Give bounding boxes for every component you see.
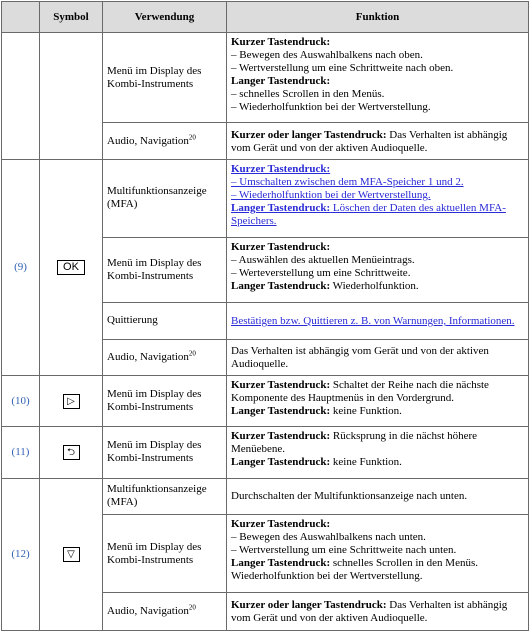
funktion-link[interactable]: – Wiederholfunktion bei der Wertverstellung. [231, 188, 431, 201]
verwendung-cell: Multifunktionsanzeige (MFA) [103, 478, 227, 515]
function-table [1, 1, 529, 631]
header-verwendung: Verwendung [103, 2, 227, 33]
funktion-line [231, 280, 524, 293]
table-row [2, 426, 529, 478]
verwendung-cell: Quittierung [103, 303, 227, 340]
funktion-line: – Bewegen des Auswahlbalkens nach unten. [231, 531, 426, 544]
funktion-cell [227, 303, 529, 340]
funktion-cell [227, 376, 529, 427]
footnote-ref: 20 [188, 132, 196, 141]
row-number-empty [2, 33, 40, 160]
funktion-line: – Auswählen des aktuellen Menüeintrags. [231, 254, 415, 267]
table-row [2, 376, 529, 427]
funktion-bold: Langer Tastendruck: [231, 557, 331, 570]
funktion-text: Das Verhalten ist abhängig vom Gerät und von der aktiven Audioquelle. [231, 128, 508, 154]
row-number: (9) [2, 159, 40, 375]
funktion-cell [227, 593, 529, 631]
funktion-cell [227, 238, 529, 303]
funktion-link[interactable]: – Umschalten zwischen dem MFA-Speicher 1 und 2. [231, 175, 464, 188]
verwendung-cell [103, 339, 227, 376]
funktion-text: Schaltet der Reihe nach die nächste Komponente des Hauptmenüs in den Vordergrund. [231, 379, 489, 405]
footnote-ref: 20 [188, 349, 196, 358]
funktion-line [231, 379, 524, 405]
funktion-link[interactable]: Bestätigen bzw. Quittieren z. B. von Warnungen, Informationen. [231, 314, 515, 327]
funktion-bold: Kurzer Tastendruck: [231, 429, 331, 442]
verwendung-cell: Menü im Display des Kombi-Instruments [103, 238, 227, 303]
ok-icon: OK [57, 260, 85, 275]
funktion-line [231, 430, 524, 456]
funktion-cell [227, 159, 529, 237]
funktion-bold: Langer Tastendruck: [231, 280, 331, 293]
funktion-cell [227, 33, 529, 123]
footnote-ref: 20 [188, 603, 196, 612]
funktion-text: Rücksprung in die nächst höhere Menüebene. [231, 429, 478, 455]
funktion-text: Löschen der Daten des aktuellen MFA-Speichers. [231, 201, 506, 227]
symbol-empty [40, 33, 103, 160]
verwendung-cell: Menü im Display des Kombi-Instruments [103, 33, 227, 123]
funktion-bold: Langer Tastendruck: [231, 75, 331, 87]
funktion-bold: Langer Tastendruck: [231, 201, 331, 214]
table-row [2, 159, 529, 237]
header-number [2, 2, 40, 33]
funktion-line: – Wertverstellung um eine Schrittweite nach unten. [231, 544, 457, 557]
funktion-cell: Durchschalten der Multifunktionsanzeige nach unten. [227, 478, 529, 515]
funktion-bold: Kurzer oder langer Tastendruck: [231, 128, 387, 141]
row-number: (10) [2, 376, 40, 427]
funktion-text: keine Funktion. [330, 405, 402, 418]
play-right-icon: ▷ [63, 394, 80, 409]
funktion-link-group[interactable] [231, 202, 524, 228]
down-key-symbol [40, 478, 103, 630]
verwendung-cell: Menü im Display des Kombi-Instruments [103, 515, 227, 593]
back-arrow-icon: ⮌ [63, 445, 80, 460]
verwendung-cell: Menü im Display des Kombi-Instruments [103, 426, 227, 478]
funktion-bold: Kurzer Tastendruck: [231, 518, 331, 531]
header-row [2, 2, 529, 33]
header-funktion: Funktion [227, 2, 529, 33]
funktion-bold: Kurzer oder langer Tastendruck: [231, 599, 387, 612]
row-number: (11) [2, 426, 40, 478]
funktion-text: Das Verhalten ist abhängig vom Gerät und von der aktiven Audioquelle. [231, 599, 508, 625]
verwendung-text: Audio, Navigation [107, 134, 189, 147]
funktion-line: – Bewegen des Auswahlbalkens nach oben. [231, 49, 423, 61]
funktion-text: schnelles Scrollen in den Menüs. Wiederholfunktion bei der Wertverstellung. [231, 557, 478, 583]
verwendung-text: Audio, Navigation [107, 350, 189, 363]
funktion-text: keine Funktion. [330, 455, 402, 468]
back-key-symbol [40, 426, 103, 478]
funktion-link[interactable]: Kurzer Tastendruck: [231, 162, 331, 175]
funktion-cell [227, 426, 529, 478]
verwendung-cell: Menü im Display des Kombi-Instruments [103, 376, 227, 427]
verwendung-cell [103, 123, 227, 160]
row-number: (12) [2, 478, 40, 630]
verwendung-cell [103, 593, 227, 631]
funktion-bold: Kurzer Tastendruck: [231, 379, 331, 392]
funktion-line: – Wertverstellung um eine Schrittweite nach oben. [231, 62, 454, 74]
verwendung-cell: Multifunktionsanzeige (MFA) [103, 159, 227, 237]
verwendung-text: Audio, Navigation [107, 605, 189, 618]
funktion-bold: Langer Tastendruck: [231, 405, 331, 418]
funktion-bold: Kurzer Tastendruck: [231, 36, 331, 48]
table-row [2, 33, 529, 123]
funktion-line: – Werteverstellung um eine Schrittweite. [231, 267, 411, 280]
table-row [2, 478, 529, 515]
funktion-line [231, 405, 524, 418]
ok-key-symbol [40, 159, 103, 375]
funktion-bold: Langer Tastendruck: [231, 455, 331, 468]
funktion-line: – schnelles Scrollen in den Menüs. [231, 88, 385, 100]
header-symbol: Symbol [40, 2, 103, 33]
funktion-cell [227, 515, 529, 593]
next-key-symbol [40, 376, 103, 427]
funktion-cell: Das Verhalten ist abhängig vom Gerät und von der aktiven Audioquelle. [227, 339, 529, 376]
funktion-line: – Wiederholfunktion bei der Wertverstellung. [231, 101, 431, 113]
funktion-line [231, 456, 524, 469]
funktion-text: Wiederholfunktion. [330, 280, 419, 293]
funktion-line [231, 557, 524, 583]
funktion-bold: Kurzer Tastendruck: [231, 241, 331, 254]
funktion-cell [227, 123, 529, 160]
triangle-down-icon: ▽ [63, 547, 80, 562]
